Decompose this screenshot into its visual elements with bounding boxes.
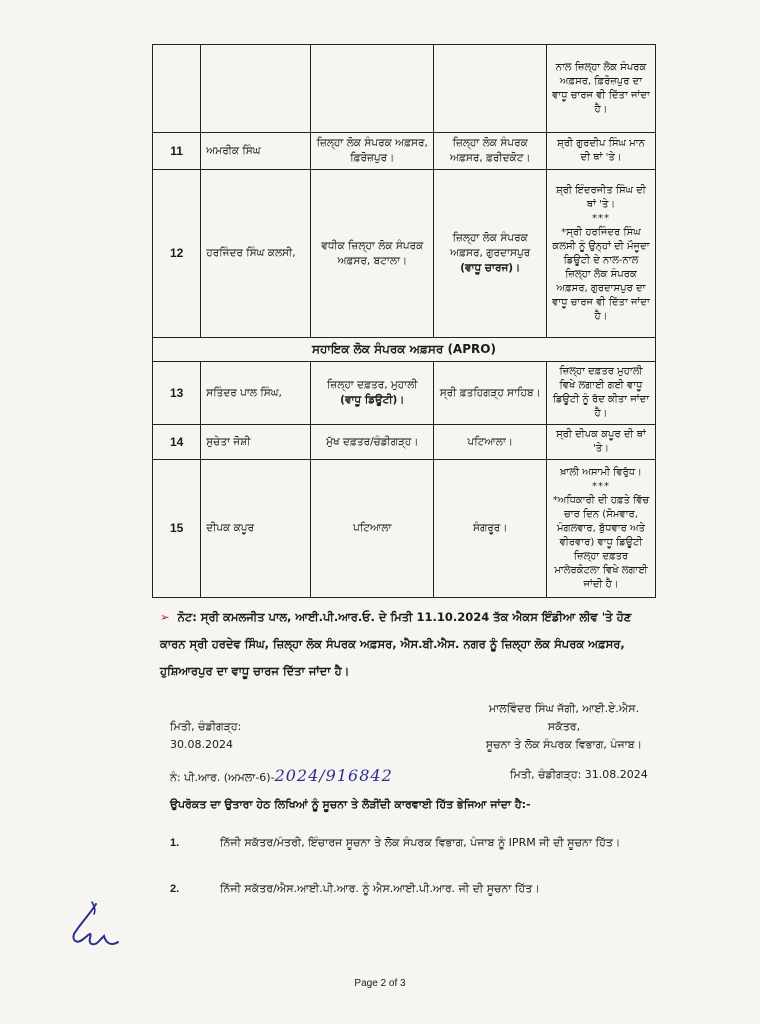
table-row [153, 460, 656, 598]
from-posting-text: ਜ਼ਿਲ੍ਹਾ ਦਫ਼ਤਰ, ਮੁਹਾਲੀ [327, 379, 418, 391]
serial-number: 13 [153, 362, 201, 425]
list-item [170, 878, 660, 902]
memo-number [170, 766, 393, 785]
remark-cell [547, 460, 656, 598]
memo-date: ਮਿਤੀ, ਚੰਡੀਗੜ੍ਹ: 31.08.2024 [510, 768, 648, 781]
section-row [153, 338, 656, 362]
from-posting: ਪਟਿਆਲਾ [311, 460, 434, 598]
remark-line: *ਸ੍ਰੀ ਹਰਜਿੰਦਰ ਸਿੰਘ ਕਲਸੀ ਨੂੰ ਉਨ੍ਹਾਂ ਦੀ ਮੌਜੂਦਾ ਡਿਊਟੀ ਦੇ ਨਾਲ-ਨਾਲ ਜ਼ਿਲ੍ਹਾ ਲੋਕ ਸੰਪਰਕ ਅਫ਼ਸਰ, ਗੁਰਦਾਸਪੁਰ ਦਾ ਵਾਧੂ ਚਾਰਜ ਵੀ ਦਿੱਤਾ ਜਾਂਦਾ ਹੈ। [552, 226, 650, 322]
serial-number: 15 [153, 460, 201, 598]
page-footer: Page 2 of 3 [354, 978, 406, 989]
distribution-intro: ਉਪਰੋਕਤ ਦਾ ਉਤਾਰਾ ਹੇਠ ਲਿਖਿਆਂ ਨੂੰ ਸੂਚਨਾ ਤੇ ਲੋੜੀਂਦੀ ਕਾਰਵਾਈ ਹਿੱਤ ਭੇਜਿਆ ਜਾਂਦਾ ਹੈ:- [170, 798, 531, 811]
officer-name: ਸਤਿੰਦਰ ਪਾਲ ਸਿੰਘ, [201, 362, 311, 425]
serial-number: 12 [153, 170, 201, 338]
section-title: ਸਹਾਇਕ ਲੋਕ ਸੰਪਰਕ ਅਫ਼ਸਰ (APRO) [153, 338, 656, 362]
serial-number: 11 [153, 133, 201, 170]
table-row [153, 362, 656, 425]
to-posting-extra: (ਵਾਧੂ ਚਾਰਜ)। [460, 262, 521, 274]
item-number: 1. [170, 837, 180, 849]
signatory-designation: ਸਕੱਤਰ, [547, 720, 581, 733]
table-row [153, 425, 656, 460]
signatory-department: ਸੂਚਨਾ ਤੇ ਲੋਕ ਸੰਪਰਕ ਵਿਭਾਗ, ਪੰਜਾਬ। [485, 738, 643, 751]
issue-date: 30.08.2024 [170, 738, 233, 751]
from-posting-extra: (ਵਾਧੂ ਡਿਊਟੀ)। [340, 394, 405, 406]
from-posting: ਵਧੀਕ ਜ਼ਿਲ੍ਹਾ ਲੋਕ ਸੰਪਰਕ ਅਫ਼ਸਰ, ਬਟਾਲਾ। [311, 170, 434, 338]
from-posting: ਮੁੱਖ ਦਫ਼ਤਰ/ਚੰਡੀਗੜ੍ਹ। [311, 425, 434, 460]
initials-signature-icon [66, 900, 126, 952]
handwritten-number: 2024/916842 [274, 766, 393, 785]
item-text: ਨਿੱਜੀ ਸਕੱਤਰ/ਐਸ.ਆਈ.ਪੀ.ਆਰ. ਨੂੰ ਐਸ.ਆਈ.ਪੀ.ਆਰ. ਜੀ ਦੀ ਸੂਚਨਾ ਹਿੱਤ। [220, 882, 540, 895]
to-posting: ਜ਼ਿਲ੍ਹਾ ਲੋਕ ਸੰਪਰਕ ਅਫ਼ਸਰ, ਫ਼ਰੀਦਕੋਟ। [434, 133, 547, 170]
remark-cell: ਸ਼੍ਰੀ ਗੁਰਦੀਪ ਸਿੰਘ ਮਾਨ ਦੀ ਥਾਂ 'ਤੇ। [547, 133, 656, 170]
officer-name: ਹਰਜਿੰਦਰ ਸਿੰਘ ਕਲਸੀ, [201, 170, 311, 338]
to-posting: ਸ੍ਰੀ ਫ਼ਤਹਿਗੜ੍ਹ ਸਾਹਿਬ। [434, 362, 547, 425]
remark-cell: ਨਾਲ ਜ਼ਿਲ੍ਹਾ ਲੋਕ ਸੰਪਰਕ ਅਫ਼ਸਰ, ਫ਼ਿਰੋਜ਼ਪੁਰ ਦਾ ਵਾਧੂ ਚਾਰਜ ਵੀ ਦਿੱਤਾ ਜਾਂਦਾ ਹੈ। [547, 45, 656, 133]
memo-prefix: ਨੰ: ਪੀ.ਆਰ. (ਅਮਲਾ-6)- [170, 771, 275, 784]
officer-name: ਅਮਰੀਕ ਸਿੰਘ [201, 133, 311, 170]
remark-line: ਸ਼੍ਰੀ ਇੰਦਰਜੀਤ ਸਿੰਘ ਦੀ ਥਾਂ 'ਤੇ। [556, 184, 646, 210]
to-posting: ਸੰਗਰੂਰ। [434, 460, 547, 598]
officer-name: ਦੀਪਕ ਕਪੂਰ [201, 460, 311, 598]
remark-cell: ਜ਼ਿਲ੍ਹਾ ਦਫ਼ਤਰ ਮੁਹਾਲੀ ਵਿਖੇ ਲਗਾਈ ਗਈ ਵਾਧੂ ਡਿਊਟੀ ਨੂੰ ਰੱਦ ਕੀਤਾ ਜਾਂਦਾ ਹੈ। [547, 362, 656, 425]
remark-line: *ਅਧਿਕਾਰੀ ਦੀ ਹਫ਼ਤੇ ਵਿੱਚ ਚਾਰ ਦਿਨ (ਸੋਮਵਾਰ, ਮੰਗਲਵਾਰ, ਬੁੱਧਵਾਰ ਅਤੇ ਵੀਰਵਾਰ) ਵਾਧੂ ਡਿਊਟੀ ਜ਼ਿਲ੍ਹਾ ਦਫ਼ਤਰ ਮਾਲੇਰਕੋਟਲਾ ਵਿਖੇ ਲਗਾਈ ਜਾਂਦੀ ਹੈ। [552, 494, 650, 590]
separator-stars: *** [592, 212, 610, 224]
remark-cell [547, 170, 656, 338]
serial-number: 14 [153, 425, 201, 460]
table-row [153, 133, 656, 170]
to-posting [434, 170, 547, 338]
officer-name: ਸੁਚੇਤਾ ਜੋਸ਼ੀ [201, 425, 311, 460]
arrow-bullet-icon: ➢ [160, 610, 170, 624]
note-text: ਨੋਟ: ਸ੍ਰੀ ਕਮਲਜੀਤ ਪਾਲ, ਆਈ.ਪੀ.ਆਰ.ਓ. ਦੇ ਮਿਤੀ 11.10.2024 ਤੱਕ ਐਕਸ ਇੰਡੀਆ ਲੀਵ 'ਤੇ ਹੋਣ ਕਾਰਨ ਸ੍ਰੀ ਹਰਦੇਵ ਸਿੰਘ, ਜ਼ਿਲ੍ਹਾ ਲੋਕ ਸੰਪਰਕ ਅਫ਼ਸਰ, ਐਸ.ਬੀ.ਐਸ. ਨਗਰ ਨੂੰ ਜ਼ਿਲ੍ਹਾ ਲੋਕ ਸੰਪਰਕ ਅਫ਼ਸਰ, ਹੁਸ਼ਿਆਰਪੁਰ ਦਾ ਵਾਧੂ ਚਾਰਜ ਦਿੱਤਾ ਜਾਂਦਾ ਹੈ। [160, 610, 632, 678]
item-number: 2. [170, 883, 180, 895]
transfer-table [152, 44, 656, 598]
date-place-block [170, 718, 241, 754]
note-block [160, 604, 660, 685]
table-row [153, 45, 656, 133]
from-posting [311, 362, 434, 425]
signature-block [454, 700, 674, 754]
item-text: ਨਿੱਜੀ ਸਕੱਤਰ/ਮੰਤਰੀ, ਇੰਚਾਰਜ ਸੂਚਨਾ ਤੇ ਲੋਕ ਸੰਪਰਕ ਵਿਭਾਗ, ਪੰਜਾਬ ਨੂੰ IPRM ਜੀ ਦੀ ਸੂਚਨਾ ਹਿੱਤ। [220, 836, 621, 849]
remark-cell: ਸ੍ਰੀ ਦੀਪਕ ਕਪੂਰ ਦੀ ਥਾਂ 'ਤੇ। [547, 425, 656, 460]
from-posting: ਜ਼ਿਲ੍ਹਾ ਲੋਕ ਸੰਪਰਕ ਅਫ਼ਸਰ, ਫ਼ਿਰੋਜ਼ਪੁਰ। [311, 133, 434, 170]
signatory-name: ਮਾਲਵਿੰਦਰ ਸਿੰਘ ਜੱਗੀ, ਆਈ.ਏ.ਐਸ. [488, 702, 640, 715]
separator-stars: *** [592, 480, 610, 492]
to-posting-text: ਜ਼ਿਲ੍ਹਾ ਲੋਕ ਸੰਪਰਕ ਅਫ਼ਸਰ, ਗੁਰਦਾਸਪੁਰ [450, 232, 531, 259]
to-posting: ਪਟਿਆਲਾ। [434, 425, 547, 460]
table-row [153, 170, 656, 338]
place-label: ਮਿਤੀ, ਚੰਡੀਗੜ੍ਹ: [170, 720, 242, 733]
list-item [170, 832, 660, 878]
remark-line: ਖ਼ਾਲੀ ਅਸਾਮੀ ਵਿਰੁੱਧ। [560, 466, 642, 478]
